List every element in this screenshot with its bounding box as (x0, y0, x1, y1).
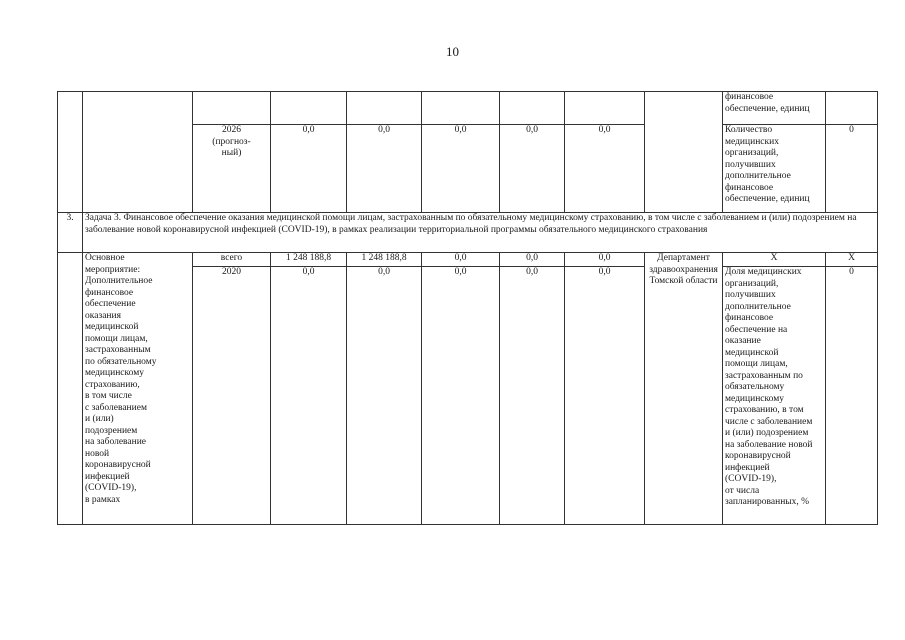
cell-number-empty (58, 253, 83, 525)
value-cell: 0,0 (271, 125, 347, 213)
total-label: всего (193, 253, 271, 267)
cell-empty (347, 92, 422, 125)
value-cell: 0,0 (565, 267, 645, 525)
value-cell: 0,0 (422, 267, 500, 525)
value-cell: 0,0 (565, 125, 645, 213)
value-cell: 0,0 (422, 125, 500, 213)
page-number: 10 (446, 44, 459, 59)
cell-year-empty (193, 92, 271, 125)
indicator-text: Количество медицинских организаций, получивших дополнительное финансовое обеспечение, единиц (723, 125, 826, 213)
indicator-value: 0 (826, 125, 878, 213)
value-cell: 0,0 (347, 267, 422, 525)
total-value: 1 248 188,8 (271, 253, 347, 267)
cell-empty (826, 92, 878, 125)
cell-empty (422, 92, 500, 125)
cell-activity-prev (83, 92, 193, 213)
activity-name: Основное мероприятие: Дополнительное финансовое обеспечение оказания медицинской помощи лицам, застрахованным по обязательному медицинскому страхованию, в том числе с заболеванием и (или) подозрением на заболевание новой коронавирусной инфекцией (COVID-19), в рамках (83, 253, 193, 525)
cell-number-prev (58, 92, 83, 213)
table-row (58, 92, 878, 125)
indicator-value: 0 (826, 267, 878, 525)
program-table (57, 91, 878, 525)
task-text: Задача 3. Финансовое обеспечение оказания медицинской помощи лицам, застрахованным по обязательному медицинскому страхованию, в том числе с заболеванием и (или) подозрением на заболевание новой коронавирусной инфекцией (COVID-19), в рамках реализации территориальной программы обязательного медицинского страхования (83, 213, 878, 253)
cell-empty (500, 92, 565, 125)
value-cell: 0,0 (500, 125, 565, 213)
value-cell: 0,0 (271, 267, 347, 525)
year-cell: 2020 (193, 267, 271, 525)
cell-empty (271, 92, 347, 125)
total-value: 1 248 188,8 (347, 253, 422, 267)
task-number: 3. (58, 213, 83, 253)
year-cell: 2026 (прогноз- ный) (193, 125, 271, 213)
cell-executor-prev (645, 92, 723, 213)
indicator-text-prev: финансовое обеспечение, единиц (723, 92, 826, 125)
total-value: 0,0 (500, 253, 565, 267)
table-row (58, 213, 878, 253)
total-indicator-value: X (826, 253, 878, 267)
total-value: 0,0 (565, 253, 645, 267)
executor-cell: Департамент здравоохранения Томской области (645, 253, 723, 525)
indicator-text: Доля медицинских организаций, получивших дополнительное финансовое обеспечение на оказание медицинской помощи лицам, застрахованным по обязательному медицинскому страхованию, в том числе с заболеванием и (или) подозрением на заболевание новой коронавирусной инфекцией (COVID-19), от числа запланированных, % (723, 267, 826, 525)
value-cell: 0,0 (347, 125, 422, 213)
total-value: 0,0 (422, 253, 500, 267)
value-cell: 0,0 (500, 267, 565, 525)
table-row (58, 253, 878, 267)
total-indicator: X (723, 253, 826, 267)
cell-empty (565, 92, 645, 125)
